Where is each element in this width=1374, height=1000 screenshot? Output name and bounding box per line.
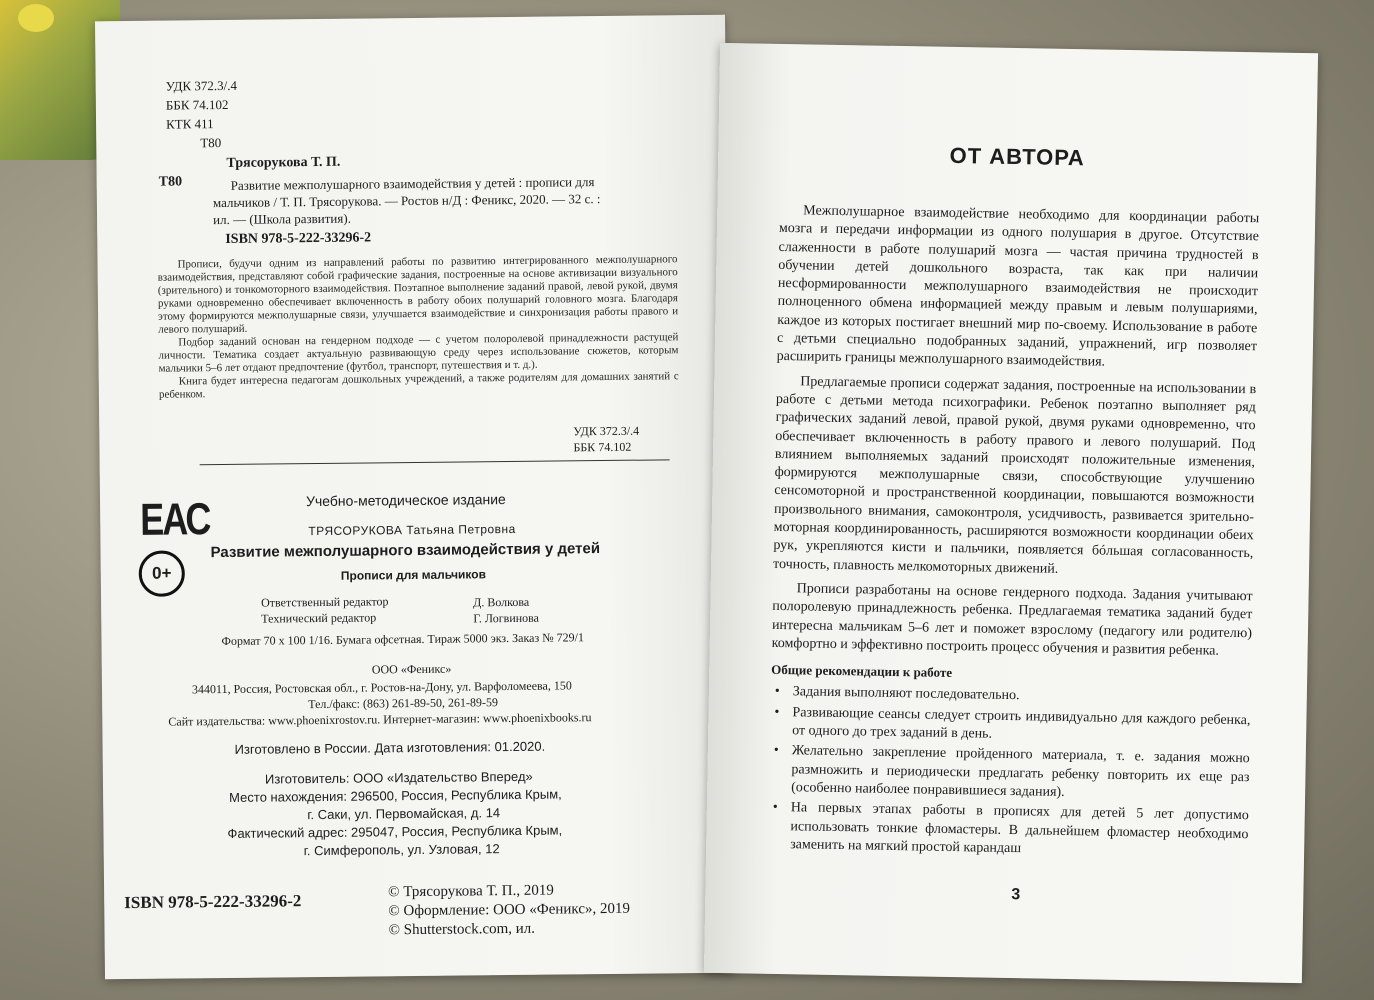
copyright-design: © Оформление: ООО «Феникс», 2019 <box>388 900 631 920</box>
page-heading: ОТ АВТОРА <box>949 142 1086 171</box>
recommendations-title: Общие рекомендации к работе <box>771 661 953 681</box>
location-line-2: г. Саки, ул. Первомайская, д. 14 <box>307 805 501 823</box>
list-item: • Задания выполняют последовательно. <box>793 684 1251 710</box>
bbk-top: ББК 74.102 <box>165 96 229 113</box>
list-item: • Желательно закрепление пройденного материала, т. е. задания можно размножить и периодически предлагать ребенку повторить их еще раз (особенно наиболее понравившиеся задания). <box>791 743 1250 806</box>
author-heading: Трясорукова Т. П. <box>226 154 341 171</box>
biblio-line-1: Развитие межполушарного взаимодействия у детей : прописи для <box>230 174 595 193</box>
right-page-from-author <box>704 43 1318 983</box>
book-title: Развитие межполушарного взаимодействия у детей <box>210 540 601 562</box>
location-line-1: Место нахождения: 296500, Россия, Республика Крым, <box>229 786 562 805</box>
annotation-paragraph: Прописи, будучи одним из направлений работы по развитию интегрированного межполушарного взаимодействия, представляют собой графические задания, построенные на основе активизации визуального (зрительного) и тонкомоторного взаимодействия. Поэтапное выполнение заданий правой, левой рукой, двумя руками одновременно обеспечивает включенность в работу обоих полушарий головного мозга. Благодаря этому формируются межполушарные связи, улучшается взаимодействие и синхронизация работы правого и левого полушарий. <box>157 253 679 336</box>
author-full-name: ТРЯСОРУКОВА Татьяна Петровна <box>308 521 516 539</box>
isbn-bottom: ISBN 978-5-222-33296-2 <box>124 891 302 913</box>
publisher-address: 344011, Россия, Ростовская обл., г. Ростов-на-Дону, ул. Варфоломеева, 150 <box>191 678 572 697</box>
foreword-paragraph: Предлагаемые прописи содержат задания, построенные на использовании в работе с детьми метода психографики. Ребенок поэтапно выполняет ряд графических заданий левой, правой рукой, двумя руками одновременно, что обеспечивает включенность в работу правого и левого полушарий. Под влиянием выполняемых заданий происходят положительные изменения, формируются межполушарные связи, способствующие улучшению сенсомоторной и пространственной координации, повышаются возможности произвольного внимания, самоконтроля, усидчивость, развивается зрительно-моторная координированность, расширяются возможности координации обеих рук, укрепляются кисти и пальчики, появляется бóльшая согласованность, точность, плавность мелкомоторных движений. <box>772 373 1257 577</box>
page-number: 3 <box>1011 886 1021 904</box>
publisher-sites: Сайт издательства: www.phoenixrostov.ru. Интернет-магазин: www.phoenixbooks.ru <box>168 710 592 729</box>
divider <box>200 459 670 465</box>
resp-editor-name: Д. Волкова <box>473 594 530 610</box>
author-foreword <box>768 202 1259 864</box>
book-subtitle: Прописи для мальчиков <box>340 567 486 583</box>
list-item: • На первых этапах работы в прописях для детей 5 лет допустимо использовать тонкие фломастеры. В дальнейшем фломастер необходимо заменить на мягкий простой карандаш <box>790 799 1249 862</box>
foreword-paragraph: Межполушарное взаимодействие необходимо для координации работы мозга и передачи информации из одного полушария в другое. Отсутствие слаженности в работе полушарий мозга — частая причина трудностей в обучении детей дошкольного возраста, так как при наличии несформированности межполушарного взаимодействия не происходит полноценного обмена информацией между правым и левым полушариями, каждое из которых постигает внешний мир по-своему. Использование в работе с детьми специально подобранных заданий, упражнений, игр позволяет расширить границы межполушарного взаимодействия. <box>776 203 1260 370</box>
annotation-paragraph: Подбор заданий основан на гендерном подходе — с учетом полоролевой принадлежности растущей личности. Тематика создает актуальную развивающую среду через использование сюжетов, которым мальчики 5–6 лет отдают предпочтение (футбол, транспорт, путешествия и т. д.). <box>158 331 679 375</box>
biblio-line-3: ил. — (Школа развития). <box>213 210 351 228</box>
isbn-top: ISBN 978-5-222-33296-2 <box>225 230 372 247</box>
list-item: • Развивающие сеансы следует строить индивидуально для каждого ребенка, от одного до трех заданий в день. <box>792 704 1251 749</box>
annotation-paragraph: Книга будет интересна педагогам дошкольных учреждений, а также родителям для домашних занятий с ребенком. <box>158 370 679 401</box>
actual-address-1: Фактический адрес: 295047, Россия, Республика Крым, <box>227 822 563 841</box>
eac-mark: ЕАС <box>139 492 210 545</box>
resp-editor-label: Ответственный редактор <box>261 594 389 610</box>
copyright-author: © Трясорукова Т. П., 2019 <box>388 882 554 901</box>
recommendations-list <box>768 683 1251 862</box>
bbk-bottom: ББК 74.102 <box>573 439 632 455</box>
t80-small: Т80 <box>200 135 222 151</box>
left-page-imprint <box>95 15 735 980</box>
ball-illustration <box>18 4 54 32</box>
format-line: Формат 70 х 100 1/16. Бумага офсетная. Тираж 5000 экз. Заказ № 729/1 <box>221 630 585 649</box>
made-in: Изготовлено в России. Дата изготовления: 01.2020. <box>234 738 546 757</box>
tech-editor-label: Технический редактор <box>261 610 377 626</box>
tech-editor-name: Г. Логвинова <box>473 610 540 626</box>
udk-bottom: УДК 372.3/.4 <box>573 423 640 439</box>
foreword-paragraph: Прописи разработаны на основе гендерного подхода. Задания учитывают полоролевую принадлежность ребенка. Предлагаемая тематика заданий будет интересна мальчикам 5–6 лет и поможет взрослому (педагогу или родителю) комфортно и эффективно построить процесс обучения и развития ребенка. <box>771 581 1253 659</box>
ktk-code: КТК 411 <box>166 116 214 132</box>
annotation <box>157 253 678 401</box>
manufacturer: Изготовитель: ООО «Издательство Вперед» <box>264 768 533 787</box>
t80-mark: Т80 <box>158 174 183 190</box>
age-rating-badge: 0+ <box>139 550 185 596</box>
biblio-line-2: мальчиков / Т. П. Трясорукова. — Ростов н/Д : Феникс, 2020. — 32 с. : <box>212 191 601 211</box>
copyright-illustrations: © Shutterstock.com, ил. <box>388 920 536 939</box>
udk-top: УДК 372.3/.4 <box>165 77 238 94</box>
publisher-phone: Тел./факс: (863) 261-89-50, 261-89-59 <box>308 695 499 712</box>
actual-address-2: г. Симферополь, ул. Узловая, 12 <box>303 841 500 859</box>
publisher: ООО «Феникс» <box>371 661 452 677</box>
edition-type: Учебно-методическое издание <box>305 491 506 510</box>
